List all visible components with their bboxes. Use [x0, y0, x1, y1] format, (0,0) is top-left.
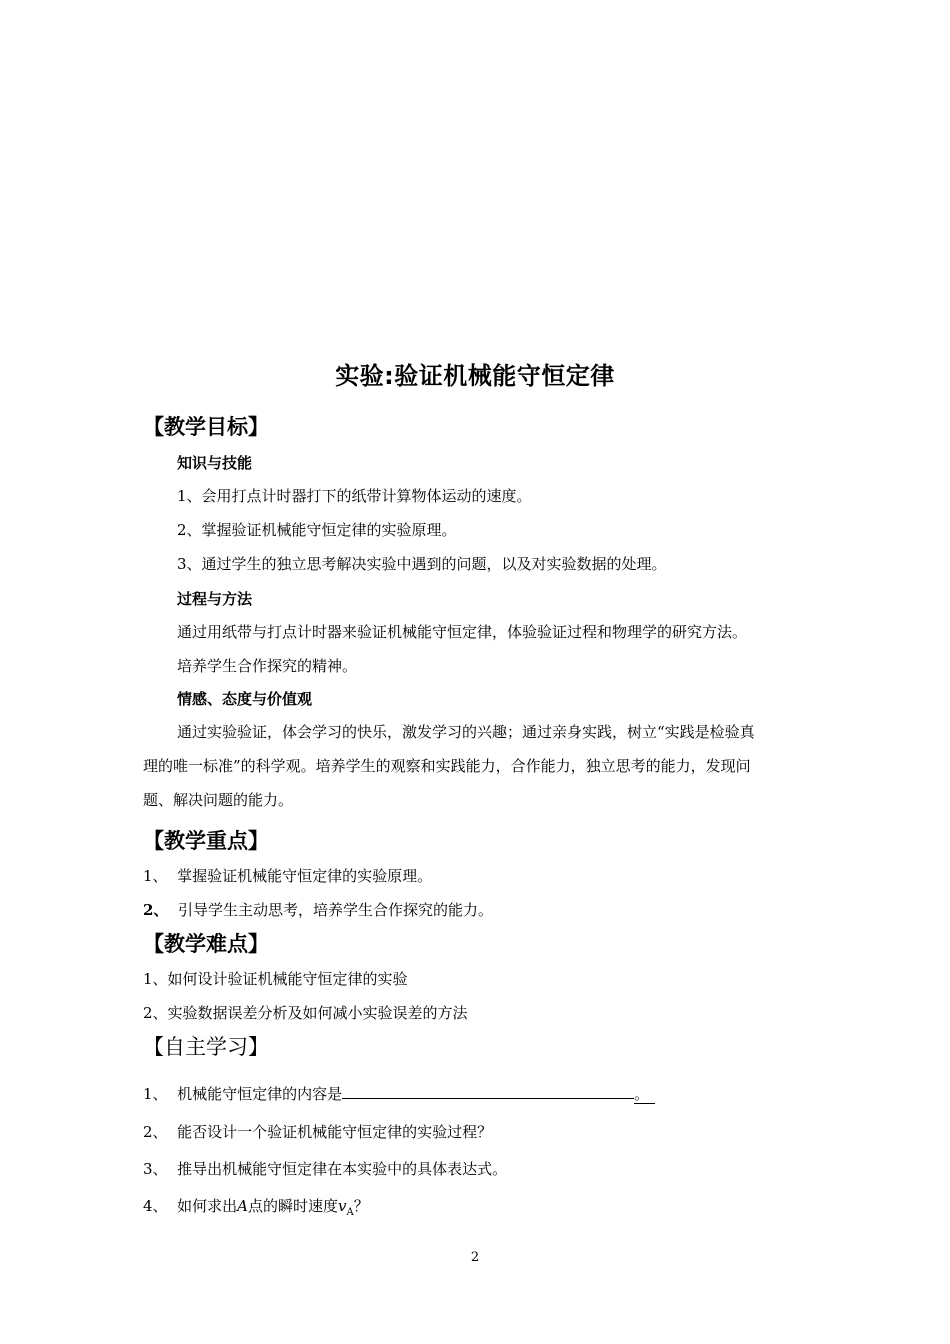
q4-num: 4、	[143, 1197, 168, 1215]
self-study-q4	[143, 1195, 369, 1218]
page-number: 2	[470, 1250, 480, 1265]
q2-num: 2、	[143, 1123, 168, 1141]
q2-text: 能否设计一个验证机械能守恒定律的实验过程？	[177, 1123, 493, 1141]
self-study-q2	[143, 1121, 492, 1142]
page-title: 实验:验证机械能守恒定律	[335, 362, 615, 390]
q4-end: ？	[353, 1197, 369, 1215]
q3-text: 推导出机械能守恒定律在本实验中的具体表达式。	[177, 1160, 508, 1178]
section-heading-key-points: 【教学重点】	[143, 829, 269, 853]
process-line-2: 培养学生合作探究的精神。	[177, 657, 358, 675]
self-study-q1	[143, 1083, 655, 1104]
q4-sub: A	[346, 1207, 354, 1218]
q1-num: 1、	[143, 1085, 168, 1103]
q4-point: A	[237, 1197, 248, 1215]
q4-pre: 如何求出	[177, 1197, 238, 1215]
difficulty-item-2: 2、实验数据误差分析及如何减小实验误差的方法	[143, 1004, 468, 1022]
q1-end: 。	[634, 1085, 655, 1104]
q4-var: v	[337, 1197, 347, 1215]
key-point-1	[143, 865, 432, 886]
q1-answer-blank[interactable]	[342, 1084, 634, 1099]
emotion-line-1: 通过实验验证，体会学习的快乐，激发学习的兴趣；通过亲身实践，树立“实践是检验真	[177, 723, 755, 741]
q4-mid: 点的瞬时速度	[247, 1197, 338, 1215]
q3-num: 3、	[143, 1160, 168, 1178]
emotion-line-2: 理的唯一标准”的科学观。培养学生的观察和实践能力，合作能力，独立思考的能力，发现问	[143, 757, 751, 775]
section-heading-difficulties: 【教学难点】	[143, 932, 269, 956]
knowledge-item-1: 1、会用打点计时器打下的纸带计算物体运动的速度。	[177, 487, 532, 505]
subheading-process: 过程与方法	[177, 590, 253, 608]
key-point-2-text: 引导学生主动思考，培养学生合作探究的能力。	[177, 901, 493, 919]
emotion-line-3: 题、解决问题的能力。	[143, 791, 294, 809]
key-point-2-num: 2、	[143, 901, 169, 919]
knowledge-item-2: 2、掌握验证机械能守恒定律的实验原理。	[177, 521, 457, 539]
key-point-1-text: 掌握验证机械能守恒定律的实验原理。	[177, 867, 433, 885]
key-point-1-num: 1、	[143, 867, 168, 885]
process-line-1: 通过用纸带与打点计时器来验证机械能守恒定律，体验验证过程和物理学的研究方法。	[177, 623, 748, 641]
q1-text: 机械能守恒定律的内容是	[177, 1085, 343, 1103]
subheading-emotion: 情感、态度与价值观	[177, 690, 313, 708]
subheading-knowledge: 知识与技能	[177, 454, 253, 472]
self-study-q3	[143, 1158, 507, 1179]
difficulty-item-1: 1、如何设计验证机械能守恒定律的实验	[143, 970, 408, 988]
section-heading-self-study: 【自主学习】	[143, 1035, 269, 1059]
knowledge-item-3: 3、通过学生的独立思考解决实验中遇到的问题，以及对实验数据的处理。	[177, 555, 667, 573]
section-heading-goals: 【教学目标】	[143, 415, 269, 439]
key-point-2	[143, 899, 493, 920]
